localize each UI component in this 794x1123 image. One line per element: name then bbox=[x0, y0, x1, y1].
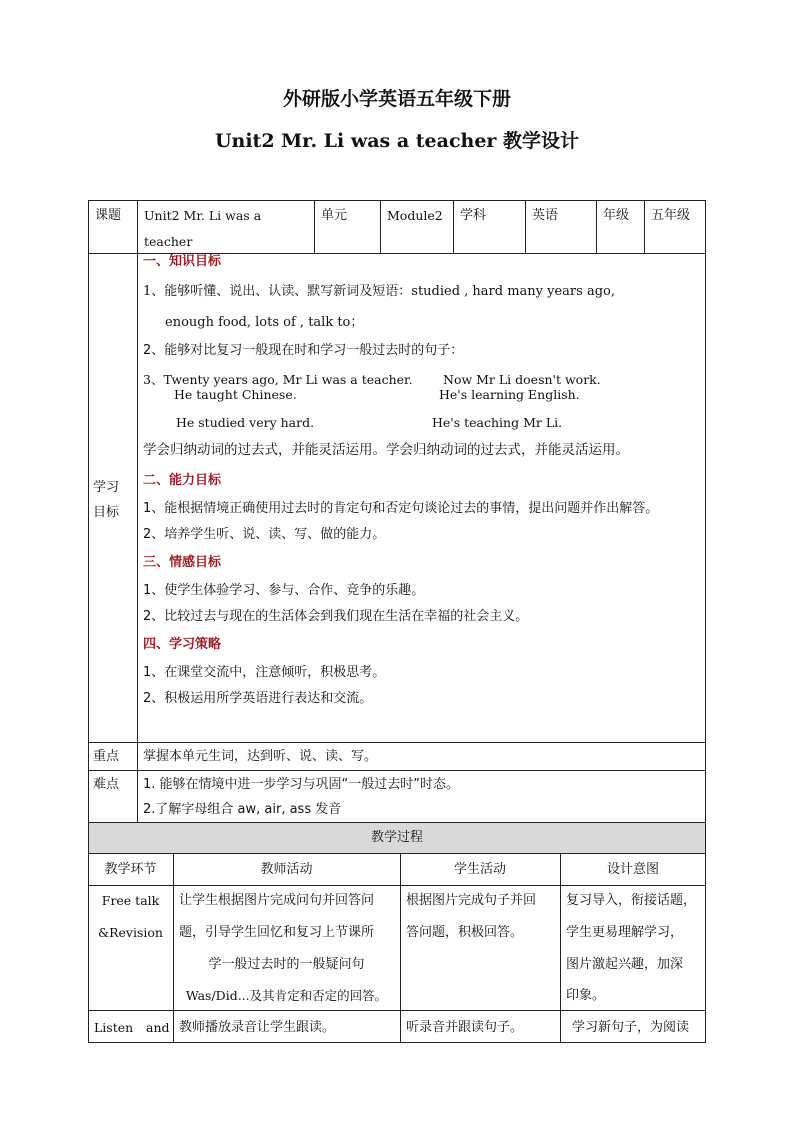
knowledge-item-2: 2、能够对比复习一般现在时和学习一般过去时的句子： bbox=[143, 343, 464, 358]
grade-value: 五年级 bbox=[651, 208, 691, 223]
subject-value: 英语 bbox=[532, 208, 559, 223]
row2-teacher: 教师播放录音让学生跟读。 bbox=[179, 1020, 336, 1035]
col-stage-header: 教学环节 bbox=[104, 862, 157, 877]
emotion-item-2: 2、比较过去与现在的生活体会到我们现在生活在幸福的社会主义。 bbox=[143, 609, 529, 624]
ability-item-2: 2、培养学生听、说、读、写、做的能力。 bbox=[143, 527, 386, 542]
emotion-goal-heading: 三、情感目标 bbox=[143, 555, 222, 570]
ability-goal-heading: 二、能力目标 bbox=[143, 473, 222, 488]
topic-label: 课题 bbox=[95, 208, 122, 223]
row1-student-1: 根据图片完成句子并回 bbox=[406, 893, 537, 908]
col-intent-header: 设计意图 bbox=[606, 862, 659, 877]
row1-intent-3: 图片激起兴趣，加深 bbox=[566, 957, 684, 972]
row1-teacher-2: 题，引导学生回忆和复习上节课所 bbox=[179, 925, 375, 940]
knowledge-goal-heading: 一、知识目标 bbox=[143, 254, 222, 269]
row1-intent-4: 印象。 bbox=[566, 988, 606, 1003]
knowledge-item-3b: Now Mr Li doesn't work. bbox=[443, 372, 601, 387]
key-point-label: 重点 bbox=[93, 749, 120, 764]
knowledge-item-3f: He's teaching Mr Li. bbox=[432, 415, 563, 430]
row1-student-2: 答问题，积极回答。 bbox=[406, 925, 524, 940]
topic-value-cont: teacher bbox=[144, 234, 193, 249]
difficulty-item-2: 2.了解字母组合 aw, air, ass 发音 bbox=[143, 802, 342, 817]
col-teacher-header: 教师活动 bbox=[260, 862, 313, 877]
row2-student: 听录音并跟读句子。 bbox=[406, 1020, 524, 1035]
row1-teacher-3: 学一般过去时的一般疑问句 bbox=[208, 957, 365, 972]
strategy-item-2: 2、积极运用所学英语进行表达和交流。 bbox=[143, 691, 373, 706]
knowledge-item-3e: He studied very hard. bbox=[176, 415, 315, 430]
unit-label: 单元 bbox=[321, 208, 348, 223]
row1-teacher-1: 让学生根据图片完成问句并回答问 bbox=[179, 893, 375, 908]
row1-intent-1: 复习导入，衔接话题， bbox=[566, 893, 697, 908]
emotion-item-1: 1、使学生体验学习、参与、合作、竞争的乐趣。 bbox=[143, 583, 425, 598]
objectives-label-cont: 目标 bbox=[93, 505, 120, 520]
knowledge-item-3d: He's learning English. bbox=[439, 387, 580, 402]
row1-teacher-4: Was/Did...及其肯定和否定的回答。 bbox=[185, 988, 388, 1003]
strategy-heading: 四、学习策略 bbox=[143, 637, 222, 652]
lesson-plan-table bbox=[88, 200, 706, 1043]
knowledge-item-3c: He taught Chinese. bbox=[174, 387, 297, 402]
row2-stage-a: Listen bbox=[94, 1020, 134, 1035]
difficulty-label: 难点 bbox=[93, 777, 120, 792]
difficulty-item-1: 1. 能够在情境中进一步学习与巩固“一般过去时”时态。 bbox=[143, 777, 460, 792]
row2-stage-b: and bbox=[146, 1020, 170, 1035]
process-header: 教学过程 bbox=[370, 830, 423, 845]
key-point-text: 掌握本单元生词，达到听、说、读、写。 bbox=[143, 749, 378, 764]
row1-intent-2: 学生更易理解学习， bbox=[566, 925, 684, 940]
subject-label: 学科 bbox=[460, 208, 487, 223]
col-student-header: 学生活动 bbox=[453, 862, 506, 877]
knowledge-item-1-cont: enough food, lots of , talk to； bbox=[165, 315, 364, 330]
row2-intent: 学习新句子，为阅读 bbox=[572, 1020, 690, 1035]
topic-value: Unit2 Mr. Li was a bbox=[144, 208, 262, 223]
objectives-label: 学习 bbox=[93, 480, 120, 495]
document-title: 外研版小学英语五年级下册 bbox=[282, 88, 511, 110]
knowledge-item-3a: 3、Twenty years ago, Mr Li was a teacher. bbox=[143, 372, 413, 387]
row1-stage: Free talk bbox=[101, 893, 160, 908]
knowledge-item-1: 1、能够听懂、说出、认读、默写新词及短语：studied , hard many years ago, bbox=[143, 284, 615, 299]
document-subtitle: Unit2 Mr. Li was a teacher 教学设计 bbox=[214, 130, 580, 152]
knowledge-item-4: 学会归纳动词的过去式，并能灵活运用。学会归纳动词的过去式，并能灵活运用。 bbox=[143, 442, 629, 458]
grade-label: 年级 bbox=[603, 208, 630, 223]
ability-item-1: 1、能根据情境正确使用过去时的肯定句和否定句谈论过去的事情，提出问题并作出解答。 bbox=[143, 501, 659, 516]
unit-value: Module2 bbox=[387, 208, 443, 223]
row1-stage-cont: &Revision bbox=[98, 925, 163, 940]
strategy-item-1: 1、在课堂交流中，注意倾听，积极思考。 bbox=[143, 665, 386, 680]
